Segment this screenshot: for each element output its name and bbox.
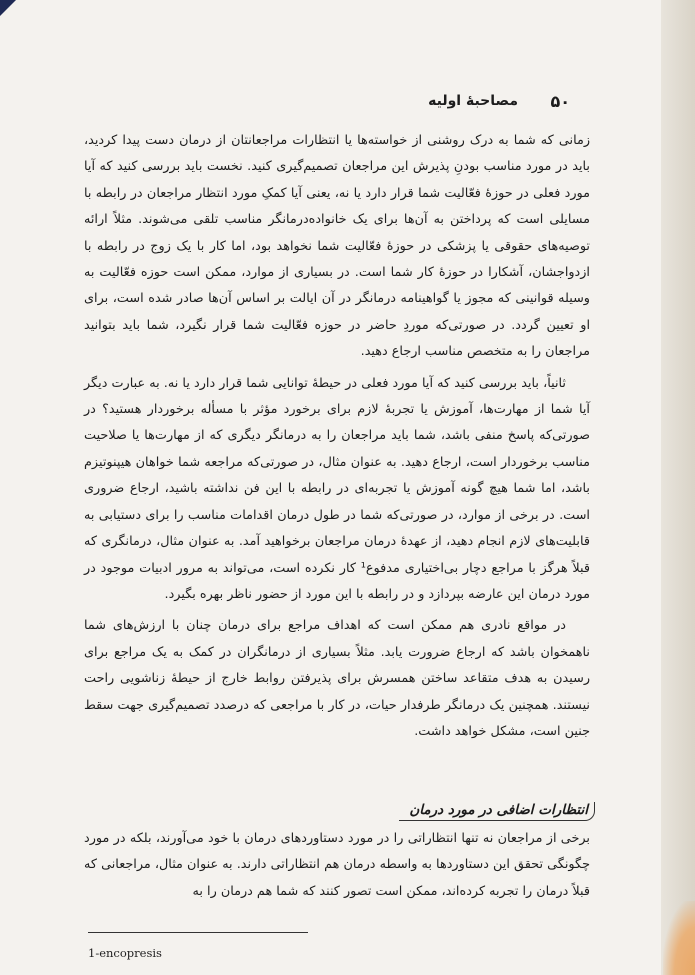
footnote: 1-encopresis — [88, 946, 162, 960]
page-number: ۵۰ — [550, 92, 570, 111]
section-text — [84, 826, 590, 905]
paragraph-1: زمانی که شما به درک روشنی از خواسته‌ها یا انتظارات مراجعانتان از درمان دست پیدا کردید، باید در مورد مناسب بودنِ پذیرش این مراجعان تصمیم‌گیری کنید. نخست باید بررسی کنید که آیا مورد فعلی در حوزهٔ فعّالیت شما قرار دارد یا نه، یعنی آیا کمکِ مورد انتظار مراجعان در رابطه با مسایلی است که پرداختن به آن‌ها برای یک خانواده‌درمانگر مناسب تلقی می‌شوند. مثلاً ارائه توصیه‌های حقوقی یا پزشکی در حوزهٔ فعّالیت شما نخواهد بود، اما کار با یک زوج در رابطه با ازدواجشان، آشکارا در حوزهٔ کار شما است. در بسیاری از موارد، ممکن است حوزه فعّالیت به وسیله قوانینی که مجوز یا گواهینامه درمانگر در آن ایالت بر اساس آن‌ها صادر شده است، برای او تعیین گردد. در صورتی‌که موردِ حاضر در حوزه فعّالیت شما قرار نگیرد، شما باید بتوانید مراجعان را به متخصص مناسب ارجاع دهید. — [84, 133, 590, 360]
paragraph-3: در مواقع نادری هم ممکن است که اهداف مراجع برای درمان چنان با ارزش‌های شما ناهمخوان باشد که ارجاع ضرورت یابد. مثلاً بسیاری از درمانگران در کمک به یک مراجع برای رسیدن به هدف متقاعد ساختن همسرش برای پذیرفتن روابط خارج از حیطهٔ زناشویی راحت نیستند. همچنین یک درمانگر طرفدار حیات، در کار با مراجعی که درصدد تصمیم‌گیری جهت سقط جنین است، مشکل خواهد داشت. — [84, 618, 590, 739]
page-header — [130, 92, 570, 114]
paragraph-2: ثانیاً، باید بررسی کنید که آیا مورد فعلی در حیطهٔ توانایی شما قرار دارد یا نه. به عبارت دیگر آیا شما از مهارت‌ها، آموزش یا تجربهٔ لازم برای برخورد مؤثر با مسأله برخوردار هستید؟ در صورتی‌که پاسخ منفی باشد، شما باید مراجعان را به درمانگر دیگری که از مهارت‌ها یا صلاحیت مناسب برخوردار است، ارجاع دهید. به عنوان مثال، در صورتی‌که مراجعه شما خواهان هیپنوتیزم باشد، اما شما هیچ گونه آموزش یا تجربه‌ای در رابطه با این فن نداشته باشید، ارجاع ضروری است. در برخی از موارد، در صورتی‌که شما در طول درمان اقدامات مناسب را برای دستیابی به قابلیت‌های لازم انجام دهید، از عهدهٔ درمان مراجعان برخواهید آمد. به عنوان مثال، درمانگری که قبلاً هرگز با مراجع دچار بی‌اختیاری مدفوع¹ کار نکرده است، می‌تواند به مرور ادبیات موجود در مورد درمان این عارضه بپردازد و در رابطه با این مورد از حضور ناظر بهره بگیرد. — [84, 375, 590, 602]
paragraph-4: برخی از مراجعان نه تنها انتظاراتی را در مورد دستاوردهای درمان با خود می‌آورند، بلکه در مورد چگونگی تحقق این دستاوردها به واسطه درمان هم انتظاراتی دارند. به عنوان مثال، مراجعانی که قبلاً درمان را تجربه کرده‌اند، ممکن است تصور کنند که شما هم درمان را به — [84, 831, 590, 899]
main-text — [84, 128, 590, 745]
footnote-divider — [88, 932, 308, 933]
corner-mark — [0, 0, 16, 16]
thumb-shadow — [663, 901, 695, 975]
running-title: مصاحبهٔ اولیه — [428, 93, 518, 109]
page-edge — [661, 0, 695, 975]
section-heading: انتظارات اضافی در مورد درمان — [399, 802, 595, 821]
